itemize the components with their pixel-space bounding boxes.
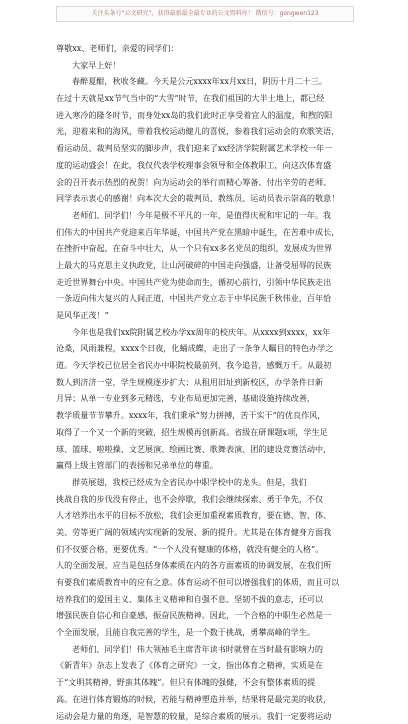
- text-line: 今年也是我们xx院附属艺校办学xx周年的校庆年。从xxxx到xxxx，xx年: [56, 324, 356, 341]
- text-line: 在过十天就是xx节气当中的“大雪”时节，在我们祖国的大半土地上，都已经: [56, 90, 356, 107]
- text-line: 挑战自我的步伐没有停止，也不会停歇，我们会继续探索、勇于争先，不仅: [56, 491, 356, 508]
- text-line: 在挫折中奋起，在奋斗中壮大，从一个只有xx多名党员的组织，发展成为世界: [56, 240, 356, 257]
- text-line: 们不仅要合格，更要优秀。“一个人没有健康的体格，就没有健全的人格”。: [56, 541, 356, 558]
- text-line: 道。今天学校已位居全省民办中职院校最前列，我今追昔，感慨万千。从最初: [56, 357, 356, 374]
- text-line: 月异；从单一专业到多元精选，专业布局更加完善，基础设施持续改善，: [56, 390, 356, 407]
- text-line: 高。在进行体育锻炼的时候，若能与精神塑造并举，结果将是最完美的收获，: [56, 691, 356, 708]
- text-line: 培养我们的爱国主义、集体主义精神和自强不息、坚韧不拔的意志，还可以: [56, 591, 356, 608]
- text-line: 同学表示衷心的感谢！向本次大会的裁判员、教练员、运动员表示崇高的敬意！: [56, 190, 356, 207]
- text-line: 老师们、同学们！今年是极不平凡的一年，是值得庆祝和牢记的一年。我: [56, 207, 356, 224]
- text-line: 是风华正茂！”: [56, 307, 356, 324]
- text-line: 沧桑，风雨兼程，xxxx个日夜，化蛹成蝶，走出了一条争人瞩目的特色办学之: [56, 340, 356, 357]
- text-line: 运动会是力量的角逐，是智慧的较量，是综合素质的展示。我们一定要将运动: [56, 708, 356, 724]
- text-line: 赢得上级主管部门的表扬和兄弟单位的尊重。: [56, 457, 356, 474]
- text-line: 老师们、同学们！伟大领袖毛主席青年读书时就曾在当时最有影响力的: [56, 641, 356, 658]
- text-line: 会的召开表示热烈的祝贺！向为运动会的举行而精心筹备、付出辛劳的老师、: [56, 174, 356, 191]
- text-line: 度的运动盛会！在此，我仅代表学校理事会领导和全体教职工，向这次体育盛: [56, 157, 356, 174]
- text-line: 上最大的马克思主义执政党，让山河破碎的中国走向强盛，让备受屈辱的民族: [56, 257, 356, 274]
- text-line: 进入寒冷的隆冬时节，而身处xx岛的我们此时正享受着宜人的温度，和煦的阳: [56, 107, 356, 124]
- document-body: [56, 40, 356, 724]
- text-line: 数人到济济一堂，学生规模逐步扩大；从租用旧址到新校区，办学条件日新: [56, 374, 356, 391]
- text-line: 看运动员、裁判员坚实的脚步声，我们迎来了xx经济学院附属艺术学校一年一: [56, 140, 356, 157]
- text-line: 们伟大的中国共产党迎来百年华诞，中国共产党在黑暗中诞生，在苦难中成长，: [56, 224, 356, 241]
- text-line: 于“文明其精神，野蛮其体魄”。但只有体魄的强健，不会有整体素质的提: [56, 674, 356, 691]
- text-line: 有要我们素质教育中的应有之意。体育运动不但可以增强我们的体质，而且可以: [56, 574, 356, 591]
- text-line: 人才培养出水平的目标不放松，我们会更加重视素质教育，要在德、智、体、: [56, 507, 356, 524]
- text-line: 增强民族自信心和自豪感，振奋民族精神。因此，一个合格的中职生必然是一: [56, 607, 356, 624]
- text-line: 教学质量节节攀升。xxxx年，我们秉承“努力拼搏，苦干实干”的优良作风，: [56, 407, 356, 424]
- text-line: 走近世界舞台中央。中国共产党为使命而生，循初心前行，引领中华民族走出: [56, 274, 356, 291]
- text-line: 《新青年》杂志上发表了《体育之研究》一文，指出体育之精神，实质是在: [56, 657, 356, 674]
- text-line: 球、篮球、啦啦操、文艺展演、绘画比赛、歌舞表演、团的建设竞赛活动中，: [56, 441, 356, 458]
- text-line: 个全面发展，且能自我完善的学生，是一个数于挑战，勇攀高峰的学生。: [56, 624, 356, 641]
- text-line: 一条迈向伟大复兴的人间正道，中国共产党立志于中华民族千秋伟业，百年恰: [56, 290, 356, 307]
- text-line: 尊敬xx、老师们，亲爱的同学们：: [56, 40, 356, 57]
- text-line: 人的全面发展，应当是包括身体素质在内的各方面素质的协调发展，在我们所: [56, 557, 356, 574]
- text-line: 美、劳等更广阔的领域内实现新的发展、新的提升。尤其是在体育健身方面我: [56, 524, 356, 541]
- text-line: 取得了一个又一个新的突破，招生规模再创新高。省级在研课题x项，学生足: [56, 424, 356, 441]
- text-line: 春醉夏酣，秋收冬藏。今天是公元xxxx年xx月xx日，阴历十月二十三。: [56, 73, 356, 90]
- promo-banner: 关注头条号“公文研究”，获得最新最全最专业的公文资料库！ 微信号：gongwen123: [56, 6, 354, 22]
- text-line: 大家早上好！: [56, 57, 356, 74]
- text-line: 群英展翅，我校已经成为全省民办中职学校中的龙头。但是，我们: [56, 474, 356, 491]
- text-line: 光，迎着来和的海风，带着我校运动健儿的喜悦，参着我们运动会的欢歌笑语，: [56, 123, 356, 140]
